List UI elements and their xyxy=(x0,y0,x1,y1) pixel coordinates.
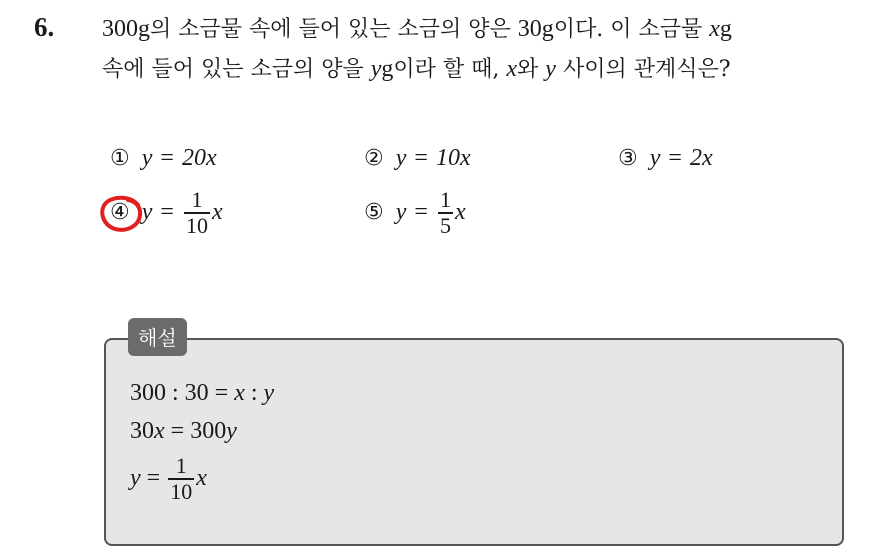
choice-equals: = xyxy=(160,199,174,226)
question-unit: g xyxy=(381,56,394,82)
question-text-segment: 이다. 이 소금물 xyxy=(553,17,710,42)
choice-5[interactable] xyxy=(364,188,466,238)
choice-number: ② xyxy=(364,146,384,171)
choice-equals: = xyxy=(668,145,682,171)
choice-rhs: 2x xyxy=(689,145,713,171)
solution-var-x: x xyxy=(196,465,207,492)
fraction-numerator: 1 xyxy=(439,187,451,212)
solution-line-2 xyxy=(130,418,237,445)
choice-4[interactable] xyxy=(110,188,223,238)
fraction-denominator: 10 xyxy=(170,478,193,504)
question-var-x: x xyxy=(709,16,720,42)
question-mass-total: 300g xyxy=(102,16,150,42)
question-number: 6. xyxy=(34,12,55,42)
fraction-numerator: 1 xyxy=(175,453,187,478)
choice-rhs: 10x xyxy=(435,145,471,171)
solution-var-y: y xyxy=(226,418,237,444)
fraction-denominator: 5 xyxy=(439,212,451,238)
choice-lhs: y xyxy=(649,145,661,171)
question-text-segment: 와 xyxy=(517,57,546,82)
fraction-numerator: 1 xyxy=(191,187,203,212)
choice-lhs: y xyxy=(395,145,407,171)
choice-lhs: y xyxy=(141,199,153,226)
solution-equals: = xyxy=(140,465,167,492)
question-text-segment: 이라 할 때, xyxy=(393,57,507,82)
solution-var-y: y xyxy=(263,380,275,406)
choice-equals: = xyxy=(414,145,428,171)
choice-number: ① xyxy=(110,146,130,171)
solution-token: = xyxy=(164,418,191,444)
question-var-y: y xyxy=(370,56,382,82)
solution-fraction xyxy=(168,454,194,504)
solution-token: 300 xyxy=(130,380,166,406)
question-text-segment: 사이의 관계식은? xyxy=(555,57,731,82)
choice-3[interactable] xyxy=(618,145,713,172)
choice-lhs: y xyxy=(141,145,153,171)
solution-tag: 해설 xyxy=(128,318,187,356)
solution-token: 30 xyxy=(184,380,209,406)
choice-rhs: 20x xyxy=(181,145,217,171)
choice-equals: = xyxy=(414,199,428,226)
choice-number: ⑤ xyxy=(364,200,384,226)
choice-number: ④ xyxy=(110,200,130,226)
question-text-line-2 xyxy=(102,54,731,85)
choice-number: ③ xyxy=(618,146,638,171)
solution-line-3 xyxy=(130,454,207,504)
solution-token: 300 xyxy=(190,418,227,444)
solution-var-x: x xyxy=(154,418,165,444)
choice-var: x xyxy=(454,199,466,226)
question-text-segment: 속에 들어 있는 소금의 양을 xyxy=(102,57,371,82)
choice-1[interactable] xyxy=(110,145,217,172)
choice-equals: = xyxy=(160,145,174,171)
solution-token: : xyxy=(166,380,185,406)
question-text-line-1 xyxy=(102,14,732,45)
question-text-segment: 의 소금물 속에 들어 있는 소금의 양은 xyxy=(150,17,518,42)
choice-lhs: y xyxy=(395,199,407,226)
choice-2[interactable] xyxy=(364,145,471,172)
choice-fraction xyxy=(184,188,210,238)
solution-line-1 xyxy=(130,380,274,407)
choice-fraction xyxy=(438,188,453,238)
solution-var-x: x xyxy=(234,380,245,406)
solution-token: = xyxy=(208,380,235,406)
question-salt-amount: 30g xyxy=(517,16,554,42)
question-unit: g xyxy=(719,16,732,42)
choice-var: x xyxy=(211,199,223,226)
solution-token: : xyxy=(244,380,264,406)
fraction-denominator: 10 xyxy=(185,212,208,238)
question-var-x: x xyxy=(506,56,518,82)
question-var-y: y xyxy=(545,56,556,82)
solution-token: 30 xyxy=(130,418,154,444)
solution-var-y: y xyxy=(130,465,141,492)
